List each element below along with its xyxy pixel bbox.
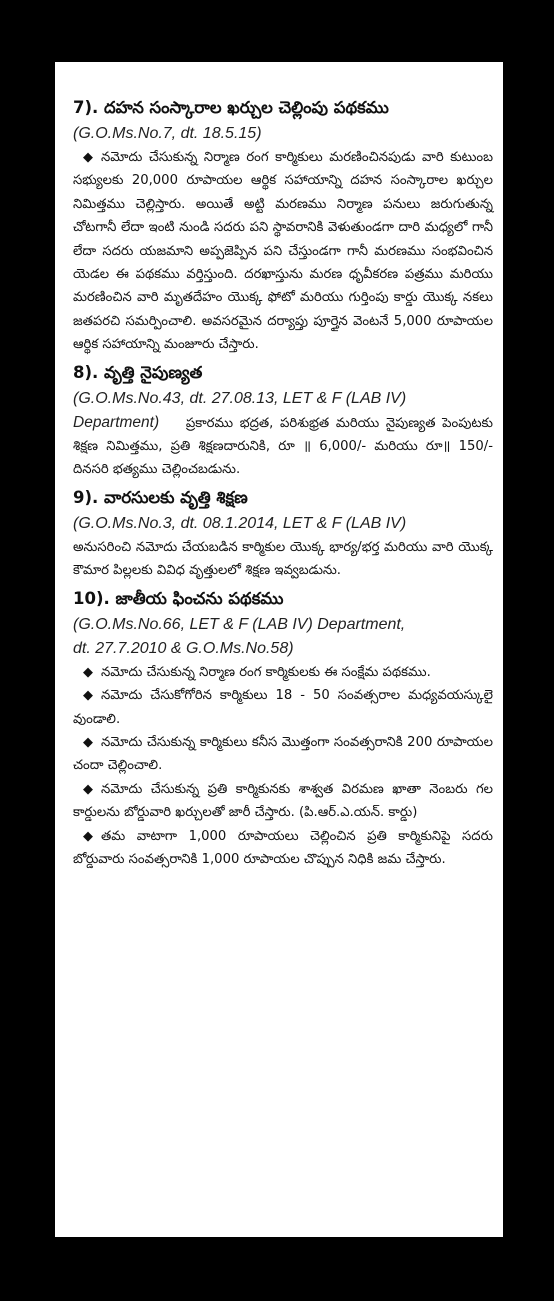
bullet-diamond-icon: ◆	[83, 734, 93, 750]
bullet-diamond-icon: ◆	[83, 828, 93, 844]
list-item	[73, 778, 493, 825]
government-order-reference-cont: Department)	[73, 413, 160, 431]
section-7	[73, 94, 493, 357]
list-item-text: నమోదు చేసుకున్న నిర్మాణ రంగ కార్మికులకు ఈ సంక్షేమ పథకము.	[101, 664, 431, 680]
section-body: అనుసరించి నమోదు చేయబడిన కార్మికుల యొక్క భార్య/భర్త మరియు వారి యొక్క కౌమార పిల్లలకు వివిధ వృత్తులలో శిక్షణ ఇవ్వబడును.	[73, 539, 493, 579]
list-item-text: నమోదు చేసుకున్న కార్మికులు కనీస మొత్తంగా సంవత్సరానికి 200 రూపాయల చందా చెల్లించాలి.	[73, 734, 493, 774]
bullet-diamond-icon: ◆	[83, 664, 93, 680]
section-text: ప్రకారము భద్రత, పరిశుభ్రత మరియు నైపుణ్యత పెంపుటకు శిక్షణ నిమిత్తము, ప్రతి శిక్షణదారునికి, రూ ॥ 6,000/- మరియు రూ॥ 150/- దినసరి భత్యము చెల్లించబడును.	[73, 415, 493, 478]
government-order-reference: (G.O.Ms.No.43, dt. 27.08.13, LET & F (LAB IV)	[73, 389, 407, 407]
list-item	[73, 731, 493, 778]
bullet-diamond-icon: ◆	[83, 781, 93, 797]
section-9	[73, 484, 493, 583]
government-order-reference: (G.O.Ms.No.7, dt. 18.5.15)	[73, 125, 262, 142]
list-item-text: నమోదు చేసుకున్న ప్రతి కార్మికునకు శాశ్వత విరమణ ఖాతా నెంబరు గల కార్డులను బోర్డువారి ఖర్చులతో జారీ చేస్తారు. (పి.ఆర్.ఎ.యన్. కార్డు)	[73, 781, 493, 821]
section-heading: 10). జాతీయ ఫించను పథకము	[73, 588, 284, 608]
section-body	[73, 146, 493, 357]
list-item	[73, 825, 493, 872]
list-item	[73, 684, 493, 731]
bullet-diamond-icon: ◆	[83, 150, 93, 165]
document-page	[55, 62, 503, 1237]
section-heading: 7). దహన సంస్కారాల ఖర్చుల చెల్లింపు పథకము	[73, 98, 389, 117]
section-8	[73, 359, 493, 482]
section-body	[73, 411, 493, 482]
section-heading: 8). వృత్తి నైపుణ్యత	[73, 362, 203, 382]
section-heading: 9). వారసులకు వృత్తి శిక్షణ	[73, 487, 248, 507]
list-item-text: తమ వాటాగా 1,000 రూపాయలు చెల్లించిన ప్రతి కార్మికునిపై సదరు బోర్డువారు సంవత్సరానికి 1,000 రూపాయల చొప్పున నిధికి జమ చేస్తారు.	[73, 828, 493, 867]
section-text: నమోదు చేసుకున్న నిర్మాణ రంగ కార్మికులు మరణించినపుడు వారి కుటుంబ సభ్యులకు 20,000 రూపాయల ఆర్థిక సహాయాన్ని దహన సంస్కారాల ఖర్చుల నిమిత్తము చెల్లిస్తారు. అయితే అట్టి మరణము నిర్మాణ పనులు జరుగుతున్న చోటగానీ లేదా ఇంటి నుండి సదరు పని స్థావరానికి వెళుతుండగా దారి మధ్యలో గానీ లేదా సదరు యజమాని అప్పజెప్పిన పని చేస్తుండగా గానీ మరణము సంభవించిన యెడల ఈ పథకము వర్తిస్తుంది. దరఖాస్తును మరణ ధృవీకరణ పత్రము మరియు మరణించిన వారి మృతదేహం యొక్క ఫోటో మరియు గుర్తింపు కార్డు యొక్క నకలు జతపరచి సమర్పించాలి. అవసరమైన దర్యాప్తు పూర్తైన వెంటనే 5,000 రూపాయల ఆర్థిక సహాయాన్ని మంజూరు చేస్తారు.	[73, 150, 493, 353]
government-order-reference: (G.O.Ms.No.66, LET & F (LAB IV) Department,	[73, 615, 406, 633]
section-10	[73, 585, 493, 872]
government-order-reference: (G.O.Ms.No.3, dt. 08.1.2014, LET & F (LAB IV)	[73, 514, 407, 532]
list-item-text: నమోదు చేసుకోగోరిన కార్మికులు 18 - 50 సంవత్సరాల మధ్యవయస్కులై వుండాలి.	[73, 688, 493, 727]
bullet-diamond-icon: ◆	[83, 688, 93, 704]
government-order-reference-line2: dt. 27.7.2010 & G.O.Ms.No.58)	[73, 639, 294, 657]
list-item	[73, 661, 493, 684]
